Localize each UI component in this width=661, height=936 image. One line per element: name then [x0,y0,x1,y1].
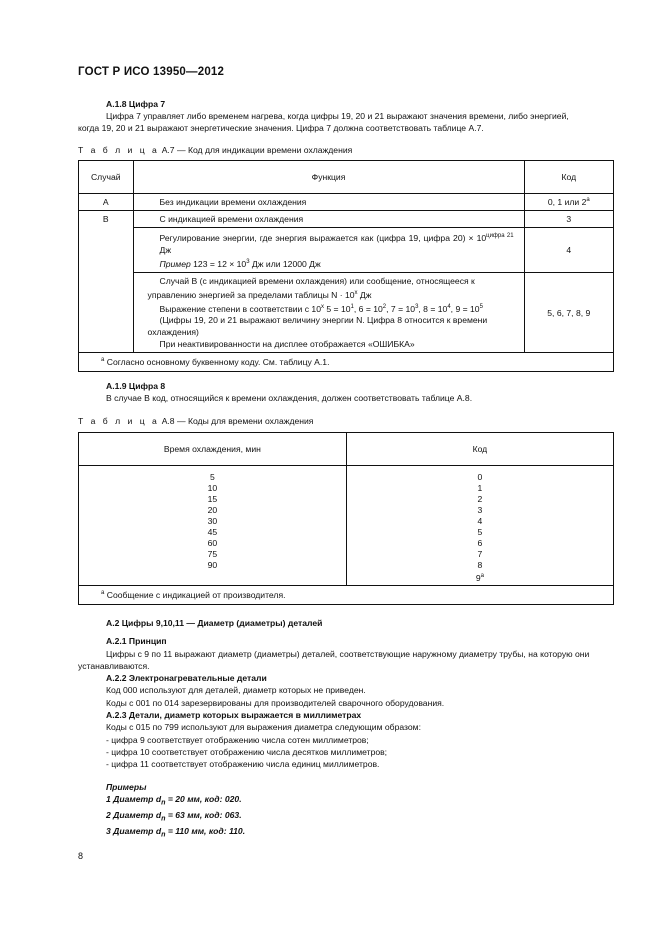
example-sup: 3 [246,258,250,265]
page-header: ГОСТ Р ИСО 13950—2012 [78,66,225,78]
example-2 [78,809,614,825]
heading-a21: А.2.1 Принцип [106,636,167,647]
footnote-a8: $^a$ Сообщение с индикацией от производителя. [79,585,614,604]
heading-a18: А.1.8 Цифра 7 [106,99,166,109]
example-tail: Дж или 12000 Дж [249,258,321,269]
code-b2: 4 [524,228,613,273]
func-b3-l3: (Цифры 19, 20 и 21 выражают величину энергии N. Цифра 8 относится к времени охлаждения) [147,315,488,338]
time-item: 15 [207,494,218,504]
text-a23d: - цифра 11 соответствует отображению числа единиц миллиметров. [106,759,380,770]
func-b3-l2-d: , 8 = 10 [418,303,448,314]
time-item: 45 [207,527,218,537]
code-item-last: 9 [475,572,481,583]
footnote-a7-text: Согласно основному буквенному коду. См. таблицу А.1. [106,357,330,368]
time-item: 20 [207,505,218,515]
text-a23b: - цифра 9 соответствует отображению числа сотен миллиметров; [106,734,369,745]
caption8-prefix: Т а б л и ц а [78,416,160,426]
col-code: Код [524,161,613,194]
example-label: Пример [159,258,191,269]
func-b3-l2-a: 5 = 10 [324,303,351,314]
caption8-text: А.8 — Коды для времени охлаждения [161,416,314,426]
example-2-b: = 63 мм, код: 063. [165,809,242,820]
code-a: 0, 1 или 2$^a$ [524,194,613,211]
case-b: В [79,211,134,353]
text-a21: Цифры с 9 по 11 выражают диаметр (диаметры) деталей, соответствующие наружному диаметру трубы, на которую они устанавливаются. [78,648,590,671]
col-code8: Код [346,433,613,466]
example-1-sub: n [161,798,166,807]
heading-a19: А.1.9 Цифра 8 [106,381,166,391]
func-b2-sup: цифра 21 [486,233,514,239]
text-a23c: - цифра 10 соответствует отображению числа десятков миллиметров; [106,746,388,757]
text-a22b: Коды с 001 по 014 зарезервированы для производителей сварочного оборудования. [106,697,445,708]
func-b3-l4: При неактивированности на дисплее отображается «ОШИБКА» [159,339,415,350]
func-b3-l2-c: , 7 = 10 [386,303,416,314]
caption-prefix: Т а б л и ц а [78,145,160,155]
example-3-b: = 110 мм, код: 110. [165,825,246,836]
code-b3: 5, 6, 7, 8, 9 [524,272,613,353]
example-3 [78,825,614,841]
example-2-a: 2 Диаметр d [106,809,162,820]
example-1-b: = 20 мм, код: 020. [165,793,242,804]
func-b2-text: Регулирование энергии, где энергия выражается как (цифра 19, цифра 20) × 10 [159,232,487,243]
example-3-sub: n [161,830,166,839]
table-a8 [78,432,614,605]
example-1-a: 1 Диаметр d [106,793,162,804]
code-item: 1 [477,483,483,493]
example-1 [78,793,614,809]
time-item: 30 [207,516,218,526]
caption-a7 [78,145,352,155]
text-a23a: Коды с 015 по 799 используют для выражения диаметра следующим образом: [106,722,421,733]
text-a19: В случае В код, относящийся к времени охлаждения, должен соответствовать таблице А.8. [106,393,473,403]
code-item: 4 [477,516,483,526]
time-item: 10 [207,483,218,493]
section-a2 [78,617,614,841]
code-b1: 3 [524,211,613,228]
code-item: 3 [477,505,483,515]
table-a7 [78,160,614,372]
heading-a2: А.2 Цифры 9,10,11 — Диаметр (диаметры) деталей [106,618,323,628]
func-a: Без индикации времени охлаждения [133,194,524,211]
examples-title: Примеры [106,781,147,792]
time-item: 60 [207,538,218,548]
text-a18: Цифра 7 управляет либо временем нагрева, когда цифры 19, 20 и 21 выражают значения времени, либо энергией, когда 19, 20 и 21 выражают энергетические значения. Цифра 7 должна соответствовать таблице А.7. [78,111,569,133]
case-a: А [79,194,134,211]
time-list [79,466,347,586]
func-b3-l2-b: , 6 = 10 [353,303,383,314]
code-list [346,466,613,586]
col-case: Случай [79,161,134,194]
heading-a23: А.2.3 Детали, диаметр которых выражается в миллиметрах [106,710,362,721]
func-b3-l1-tail: Дж [357,289,372,300]
code-item: 8 [477,560,483,570]
text-a22a: Код 000 используют для деталей, диаметр которых не приведен. [106,685,366,696]
code-item: 7 [477,549,483,559]
section-a19 [78,380,586,404]
example-text: 123 = 12 × 10 [190,258,247,269]
code-a-text: 0, 1 или 2 [547,197,587,207]
footnote-a8-text: Сообщение с индикацией от производителя. [106,589,286,600]
example-3-a: 3 Диаметр d [106,825,162,836]
footnote-a7: $^a$ Согласно основному буквенному коду. См. таблицу А.1. [79,353,614,372]
func-b3-l1-sup: x [354,289,358,296]
page-number: 8 [78,851,84,861]
func-b3-l2: Выражение степени в соответствии с 10 [159,303,321,314]
func-b1: С индикацией времени охлаждения [133,211,524,228]
time-item: 90 [207,560,218,570]
func-b3-l2-e: , 9 = 10 [450,303,480,314]
code-item: 9$^a$ [475,572,484,583]
col-time: Время охлаждения, мин [79,433,347,466]
func-b2-tail: Дж [159,244,172,255]
code-item: 2 [477,494,483,504]
col-function: Функция [133,161,524,194]
example-2-sub: n [161,814,166,823]
func-b2 [133,228,524,273]
code-item: 5 [477,527,483,537]
section-a18 [78,98,586,134]
time-item: 5 [209,472,215,482]
code-item: 0 [477,472,483,482]
code-item: 6 [477,538,483,548]
caption-text: А.7 — Код для индикации времени охлаждения [161,145,353,155]
caption-a8 [78,416,313,426]
time-item: 75 [207,549,218,559]
func-b3-l1: Случай В (с индикацией времени охлаждения) или сообщение, относящееся к управлению энергией за пределами таблицы N · 10 [147,275,475,300]
func-b3: Случай В (с индикацией времени охлаждения) или сообщение, относящееся к управлению энергией за пределами таблицы $N \cdot 10^x$ Дж Выражение степени в соответствии с 10$^x$ $5 = 10^1$, $6 = 10^2$, $7 = 10^3$, $8 = 10^4$, $9 = 10^5$ (Цифры 19, 20 и 21 выражают величину энергии N. Цифра 8 относится к времени охлаждения) При неактивированности на дисплее отображается «ОШИБКА» [133,272,524,353]
heading-a22: А.2.2 Электронагревательные детали [106,673,267,684]
